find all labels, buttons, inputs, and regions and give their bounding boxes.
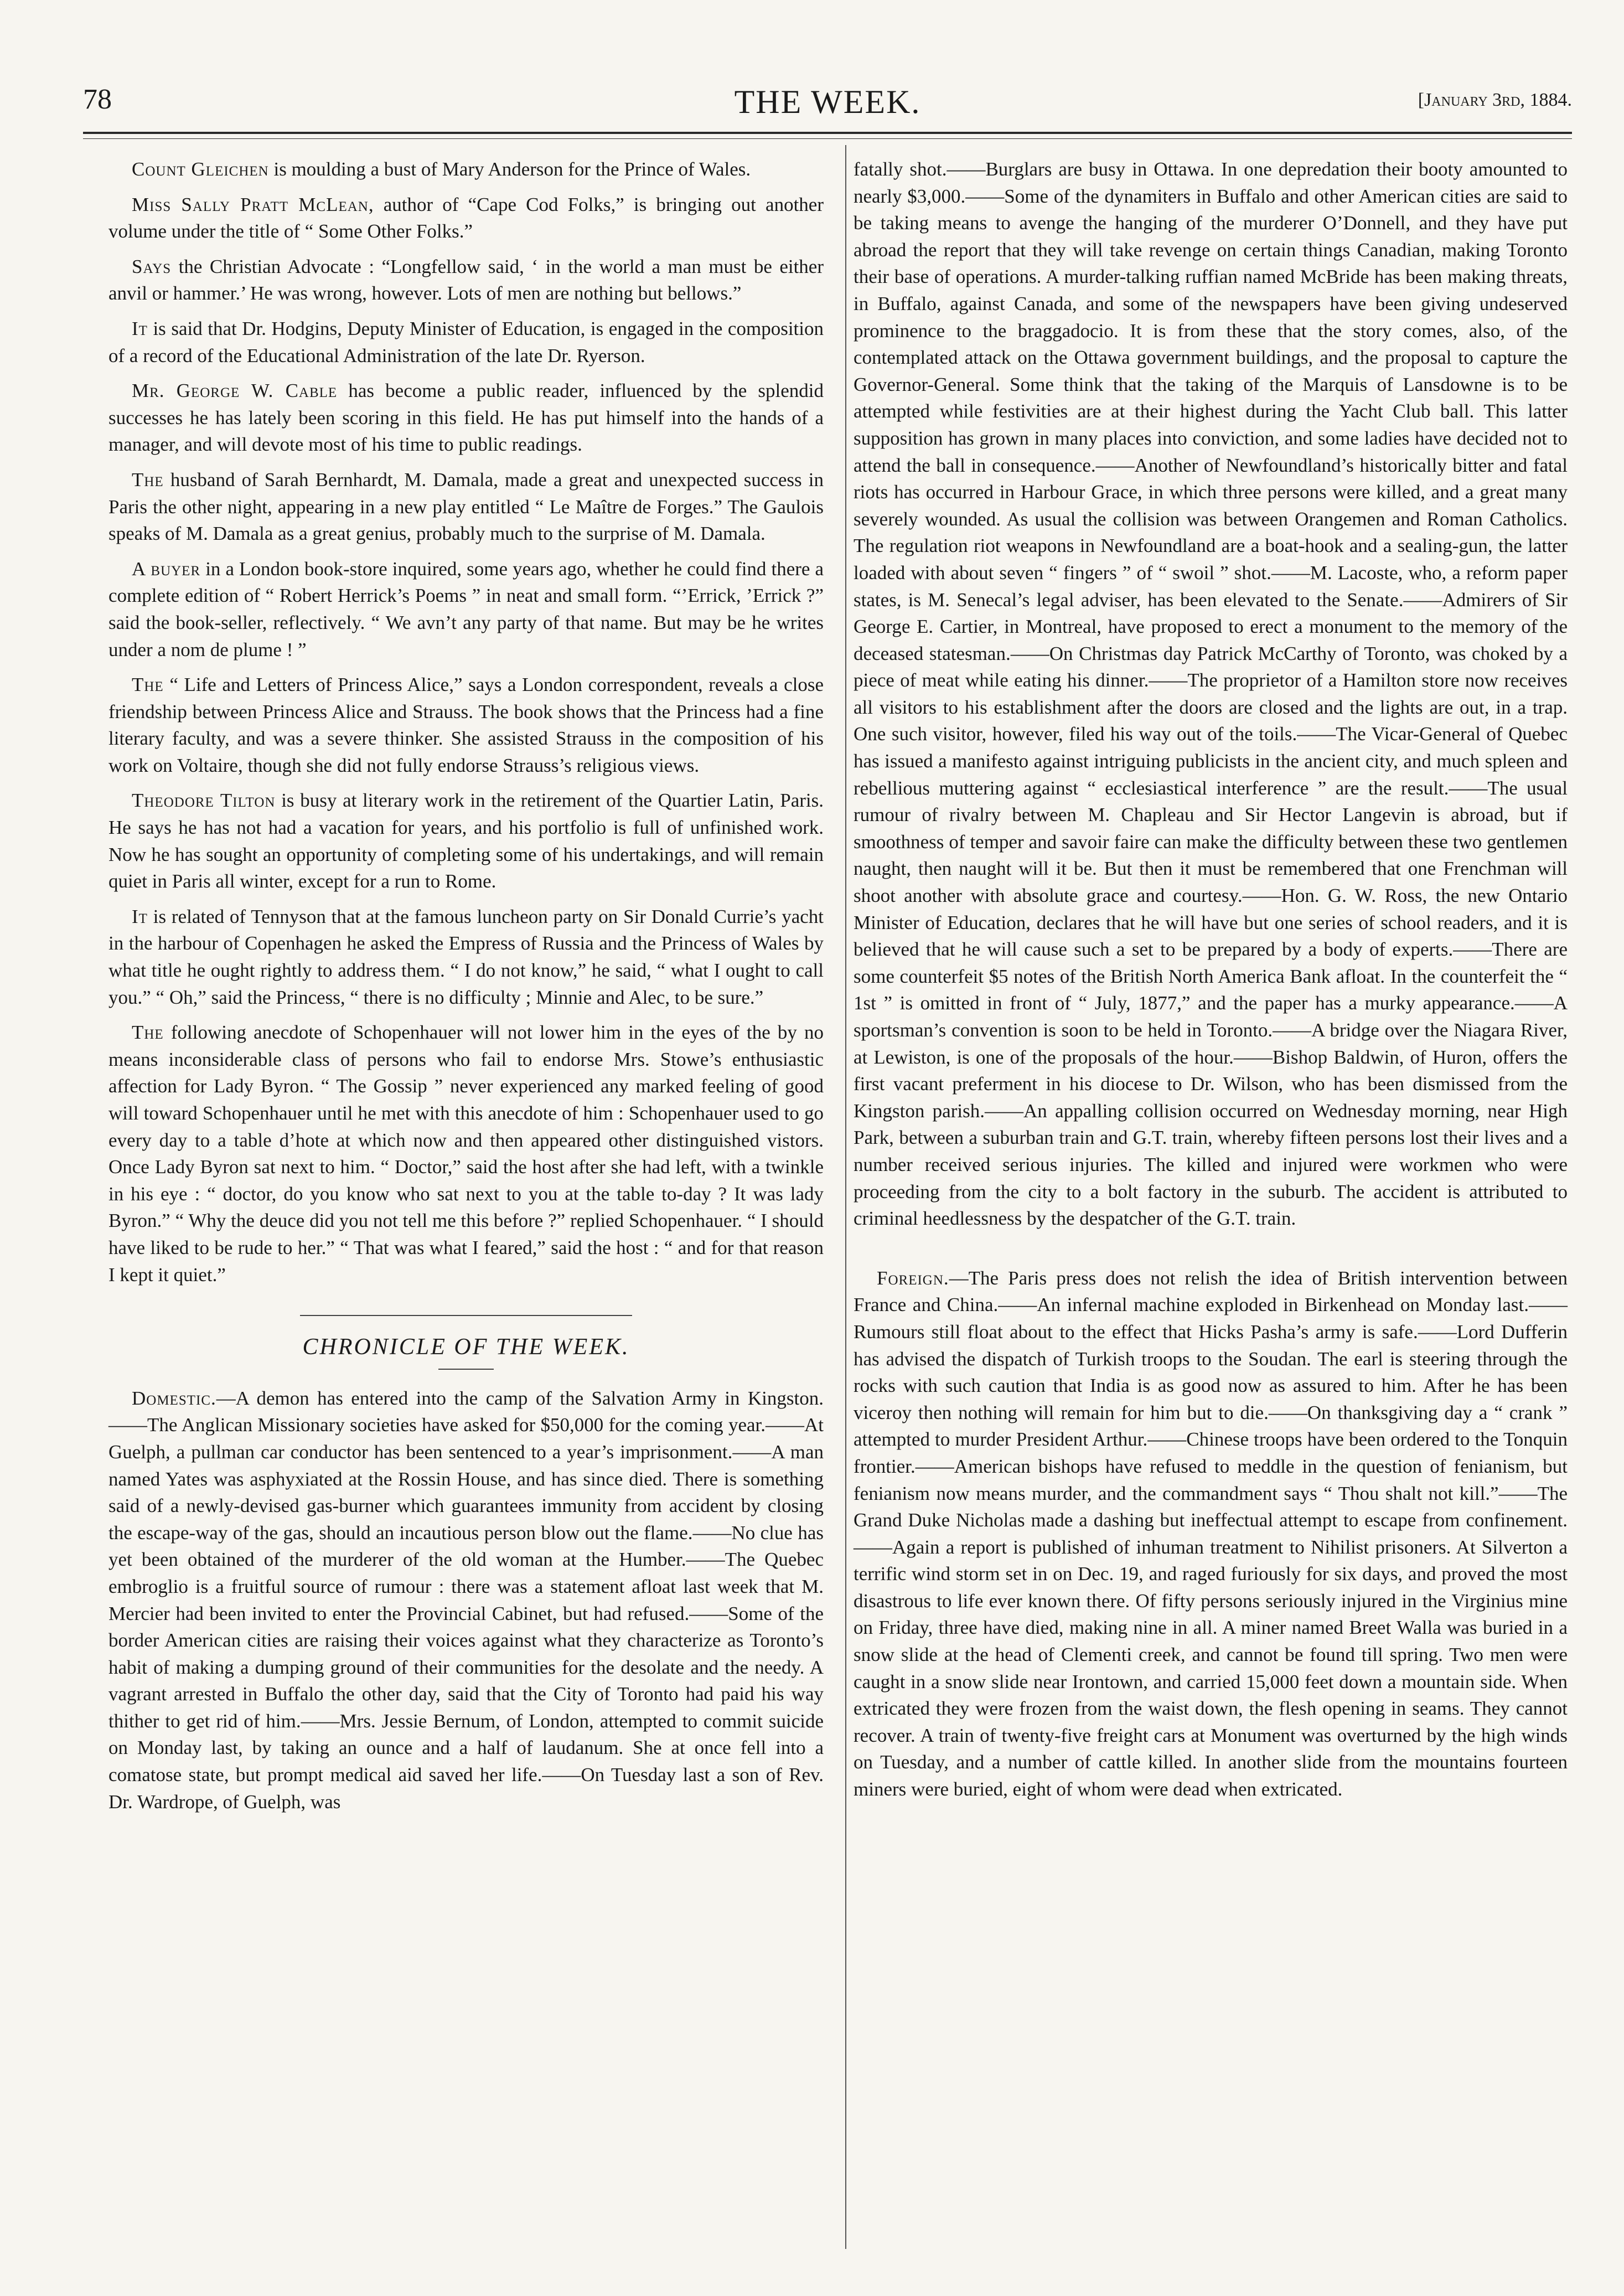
note-paragraph — [108, 672, 824, 779]
note-text: following anecdote of Schopenhauer will not lower him in the eyes of the by no means inconsiderable class of persons who fail to endorse Mrs. Stowe’s enthusiastic affection for Lady Byron. “ The Gossip ” never experienced any marked feeling of good will toward Schopenhauer until he met with this anecdote of him : Schopenhauer used to go every day to a table d’hote at which now and then appeared other distinguished vistors. Once Lady Byron sat next to him. “ Doctor,” said the host after she had left, with a twinkle in his eye : “ doctor, do you know who sat next to you at the table to-day ? It was lady Byron.” “ Why the deuce did you not tell me this before ?” replied Schopenhauer. “ I should have liked to be rude to her.” “ That was what I feared,” said the host : “ and for that reason I kept it quiet.” — [108, 1021, 824, 1286]
foreign-text: —The Paris press does not relish the idea of British intervention between France and China.——An infernal machine exploded in Birkenhead on Monday last.——Rumours still float about to the effect that Hicks Pasha’s army is safe.——Lord Dufferin has advised the dispatch of Turkish troops to the Soudan. The earl is steering through the rocks with such caution that India is as good now as assured to him. After he has been viceroy then nothing will remain for him but to die.——On thanksgiving day a “ crank ” attempted to murder President Arthur.——Chinese troops have been ordered to the Tonquin frontier.——American bishops have refused to meddle in the question of fenianism, but fenianism now means murder, and the commandment says “ Thou shalt not kill.”——The Grand Duke Nicholas made a dashing but ineffectual attempt to escape from confinement.——Again a report is published of inhuman treatment to Nihilist prisoners. At Silverton a terrific wind storm set in on Dec. 19, and raged furiously for six days, and proved the most disastrous to life ever known there. Of fifty persons seriously injured in the Virginius mine on Friday, three have died, making nine in all. A miner named Breet Walla was buried in a snow slide at the head of Clementi creek, and cannot be found till spring. Two men were caught in a snow slide near Irontown, and carried 15,000 feet down a mountain side. When extricated they were frozen from the waist down, the flesh opening in seams. They cannot recover. A train of twenty-five freight cars at Monument was overturned by the high winds on Tuesday, and a number of cattle killed. In another slide from the mountains fourteen miners were buried, eight of whom were dead when extricated. — [854, 1267, 1568, 1800]
note-paragraph — [108, 192, 824, 245]
right-column — [854, 156, 1568, 1812]
header-rule — [83, 132, 1572, 134]
column-divider — [845, 145, 846, 2249]
left-column — [108, 156, 824, 1824]
note-lead: A buyer — [132, 558, 201, 580]
note-lead: The — [132, 468, 164, 491]
note-paragraph — [108, 254, 824, 307]
note-paragraph — [108, 378, 824, 458]
note-text: in a London book-store inquired, some years ago, whether he could find there a complete edition of “ Robert Herrick’s Poems ” in neat and small form. “’Errick, ’Errick ?” said the book-seller, reflectively. “ We avn’t any party of that name. But may be he writes under a nom de plume ! ” — [108, 558, 824, 661]
note-text: “ Life and Letters of Princess Alice,” says a London correspondent, reveals a close friendship between Princess Alice and Strauss. The book shows that the Princess had a fine literary faculty, and was a severe thinker. She assisted Strauss in the composition of his work on Voltaire, though she did not fully endorse Strauss’s religious views. — [108, 674, 824, 776]
notes-list — [108, 156, 824, 1288]
masthead-title: THE WEEK. — [734, 84, 921, 120]
foreign-paragraph — [854, 1265, 1568, 1803]
page-number: 78 — [83, 84, 112, 115]
note-paragraph — [108, 787, 824, 895]
issue-date: [January 3rd, 1884. — [1418, 90, 1572, 110]
note-paragraph — [108, 1019, 824, 1288]
note-paragraph — [108, 467, 824, 548]
heading-underline — [438, 1369, 494, 1370]
domestic-continued: fatally shot.——Burglars are busy in Ottawa. In one depredation their booty amounted to nearly $3,000.——Some of the dynamiters in Buffalo and other American cities are said to be taking means to avenge the hanging of the murderer O’Donnell, and they have put abroad the report that they will take revenge on certain things Canadian, making Toronto their base of operations. A murder-talking ruffian named McBride has been making threats, in Buffalo, against Canada, and some of the newspapers have been giving undeserved prominence to the braggadocio. It is from these that the story comes, also, of the contemplated attack on the Ottawa government buildings, and the proposal to capture the Governor-General. Some think that the taking of the Marquis of Lansdowne is to be attempted while festivities are at their highest during the Yacht Club ball. This latter supposition has grown in many places into conviction, and some ladies have decided not to attend the ball in consequence.——Another of Newfoundland’s historically bitter and fatal riots has occurred in Harbour Grace, in which three persons were killed, and a great many severely wounded. As usual the collision was between Orangemen and Roman Catholics. The regulation riot weapons in Newfoundland are a boat-hook and a sealing-gun, the latter loaded with about seven “ fingers ” of “ swoil ” shot.——M. Lacoste, who, a reform paper states, is M. Senecal’s legal adviser, has been elevated to the Senate.——Admirers of Sir George E. Cartier, in Montreal, have proposed to erect a monument to the memory of the deceased statesman.——On Christmas day Patrick McCarthy of Toronto, was choked by a piece of meat while eating his dinner.——The proprietor of a Hamilton store now receives all visitors to his establishment after the doors are closed and the lights are out, in a trap. One such visitor, however, filed his way out of the toils.——The Vicar-General of Quebec has issued a manifesto against intriguing publicists in the ancient city, and much spleen and rebellious muttering against “ ecclesiastical interference ” are the result.——The usual rumour of rivalry between M. Chapleau and Sir Hector Langevin is abroad, but if smoothness of temper and savoir faire can make the difficulty between these two gentlemen naught, then naught will it be. But then it must be remembered that one Frenchman will shoot another with absolute grace and courtesy.——Hon. G. W. Ross, the new Ontario Minister of Education, declares that he will have but one series of school readers, and it is believed that he will cause such a set to be prepared by a body of experts.——There are some counterfeit $5 notes of the British North America Bank afloat. In the counterfeit the “ 1st ” is omitted in front of “ July, 1877,” and the paper has a murky appearance.——A sportsman’s convention is soon to be held in Toronto.——A bridge over the Niagara River, at Lewiston, is one of the proposals of the hour.——Bishop Baldwin, of Huron, offers the first vacant preferment in his diocese to Dr. Wilson, who has been dismissed from the Kingston parish.——An appalling collision occurred on Wednesday morning, near High Park, between a suburban train and G.T. train, whereby fifteen persons lost their lives and a number received serious injuries. The killed and injured were workmen who were proceeding from the city to a bolt factory in the suburb. The accident is attributed to criminal heedlessness by the despatcher of the G.T. train. — [854, 158, 1568, 1230]
section-divider — [300, 1315, 632, 1316]
note-paragraph — [108, 904, 824, 1011]
spacer — [854, 1241, 1568, 1265]
note-lead: Says — [132, 255, 172, 277]
header-rule-thin — [83, 138, 1572, 139]
note-lead: Mr. George W. Cable — [132, 380, 338, 402]
note-text: has become a public reader, influenced by the splendid successes he has lately been scoring in this field. He has put himself into the hands of a manager, and will devote most of his time to public readings. — [108, 380, 824, 456]
note-lead: Miss Sally Pratt McLean, — [132, 193, 374, 215]
note-text: is said that Dr. Hodgins, Deputy Minister of Education, is engaged in the composition of a record of the Educational Administration of the late Dr. Ryerson. — [108, 317, 824, 367]
note-lead: Theodore Tilton — [132, 790, 276, 812]
note-text: husband of Sarah Bernhardt, M. Damala, made a great and unexpected success in Paris the other night, appearing in a new play entitled “ Le Maître de Forges.” The Gaulois speaks of M. Damala as a great genius, probably much to the surprise of M. Damala. — [108, 468, 824, 545]
note-lead: It — [132, 317, 148, 339]
foreign-lead: Foreign. — [877, 1267, 949, 1289]
domestic-paragraph — [108, 1385, 824, 1816]
note-paragraph — [108, 556, 824, 663]
note-text: is related of Tennyson that at the famous luncheon party on Sir Donald Currie’s yacht in the harbour of Copenhagen he asked the Empress of Russia and the Princess of Wales by what title he ought rightly to address them. “ I do not know,” he said, “ what I ought to call you.” “ Oh,” said the Princess, “ there is no difficulty ; Minnie and Alec, to be sure.” — [108, 905, 824, 1008]
domestic-lead: Domestic. — [132, 1387, 216, 1409]
note-text: the Christian Advocate : “Longfellow said, ‘ in the world a man must be either anvil or hammer.’ He was wrong, however. Lots of men are nothing but bellows.” — [108, 255, 824, 305]
note-paragraph — [108, 316, 824, 369]
note-lead: The — [132, 674, 164, 696]
note-text: is busy at literary work in the retirement of the Quartier Latin, Paris. He says he has not had a vacation for years, and his portfolio is full of unfinished work. Now he has sought an opportunity of completing some of his undertakings, and will remain quiet in Paris all winter, except for a run to Rome. — [108, 790, 824, 892]
note-text: is moulding a bust of Mary Anderson for the Prince of Wales. — [268, 158, 751, 180]
note-lead: Count Gleichen — [132, 158, 269, 180]
chronicle-heading: CHRONICLE OF THE WEEK. — [302, 1334, 630, 1360]
note-paragraph — [108, 156, 824, 183]
note-lead: The — [132, 1021, 164, 1044]
domestic-text: —A demon has entered into the camp of the Salvation Army in Kingston.——The Anglican Missionary societies have asked for $50,000 for the coming year.——At Guelph, a pullman car conductor has been sentenced to a year’s imprisonment.——A man named Yates was asphyxiated at the Rossin House, and has since died. There is something said of a newly-devised gas-burner which guarantees immunity from accident by closing the escape-way of the gas, should an incautious person blow out the flame.——No clue has yet been obtained of the murderer of the old woman at the Humber.——The Quebec embroglio is a fruitful source of rumour : there was a statement afloat last week that M. Mercier had been invited to enter the Provincial Cabinet, but had refused.——Some of the border American cities are raising their voices against what they characterize as Toronto’s habit of making a dumping ground of their communities for the desolate and the needy. A vagrant arrested in Buffalo the other day, said that the City of Toronto had paid his way thither to get rid of him.——Mrs. Jessie Bernum, of London, attempted to commit suicide on Monday last, by taking an ounce and a half of laudanum. She at once fell into a comatose state, but prompt medical aid saved her life.——On Tuesday last a son of Rev. Dr. Wardrope, of Guelph, was — [108, 1387, 824, 1813]
page-header — [83, 83, 1572, 127]
note-text: author of “Cape Cod Folks,” is bringing out another volume under the title of “ Some Other Folks.” — [108, 193, 824, 243]
note-lead: It — [132, 905, 148, 927]
